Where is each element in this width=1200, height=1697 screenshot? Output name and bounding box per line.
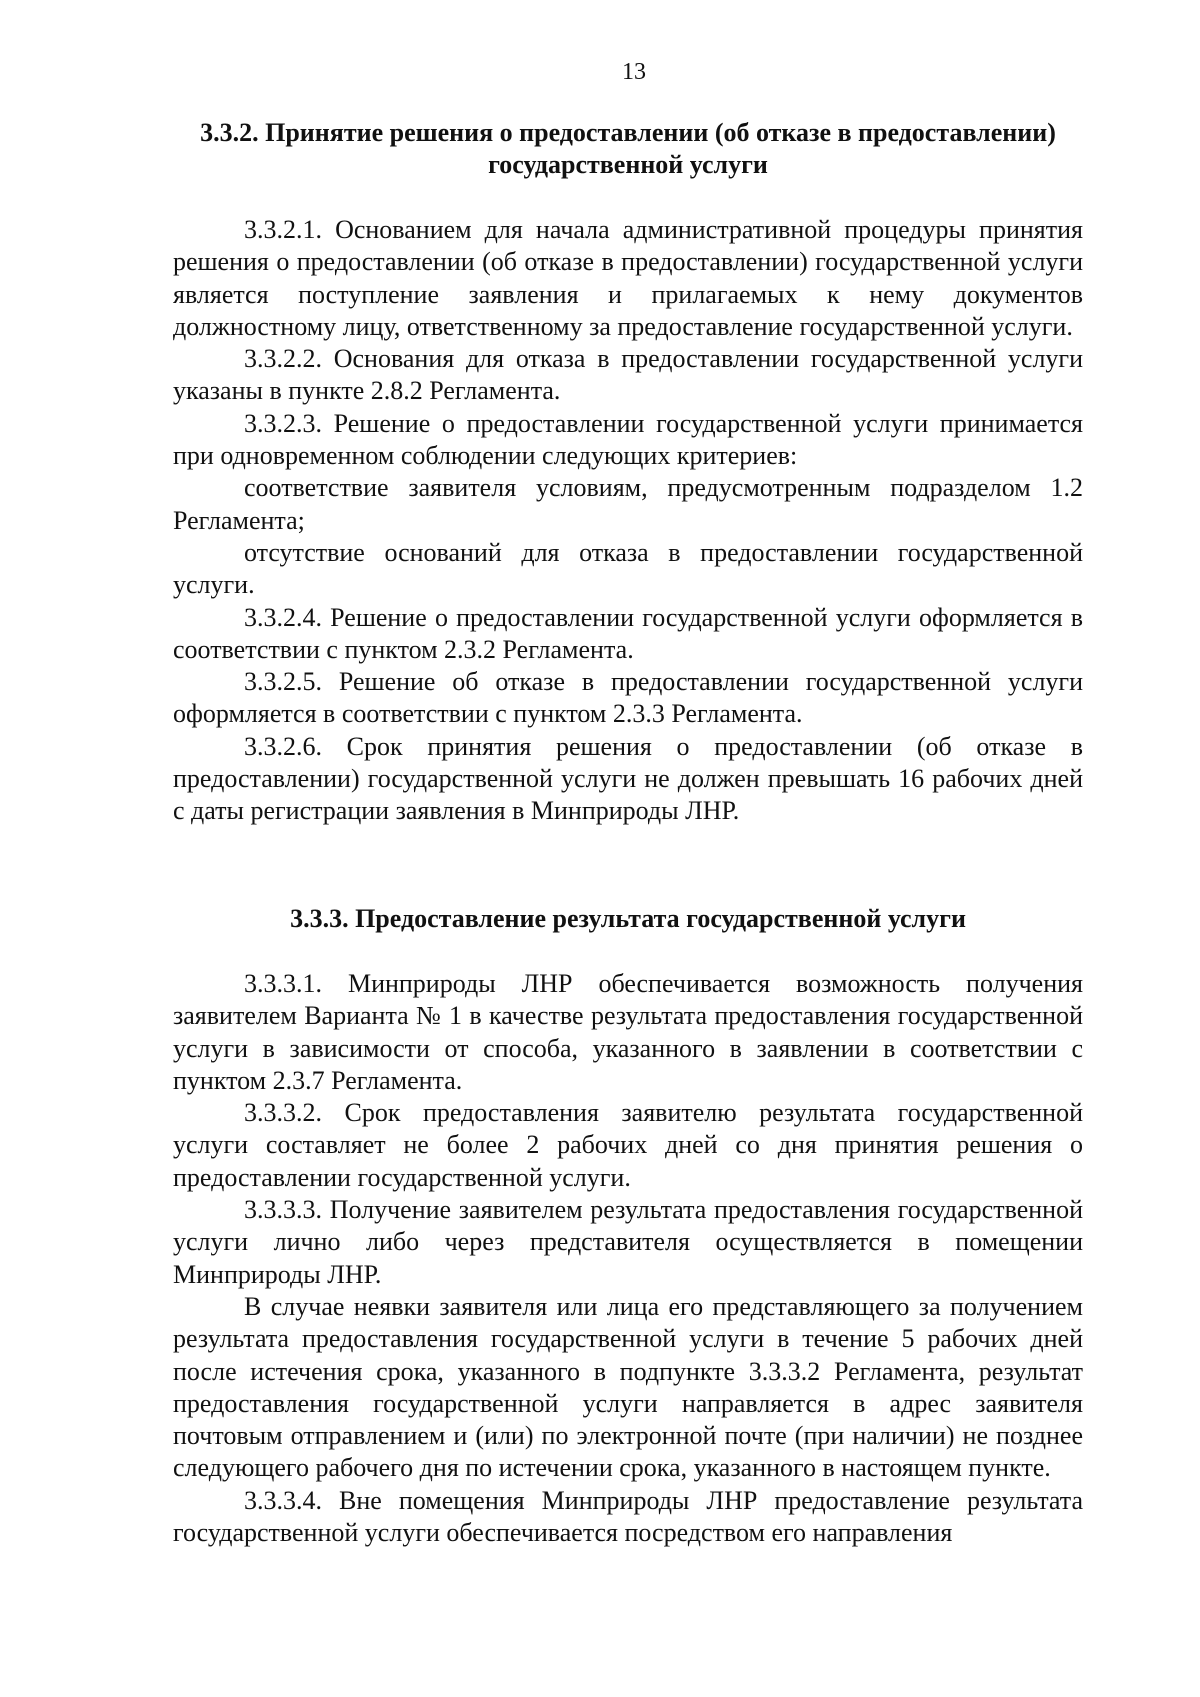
paragraph-3-3-3-4: 3.3.3.4. Вне помещения Минприроды ЛНР предоставление результата государственной услуги обеспечивается посредством его направления [173,1485,1083,1548]
page-number: 13 [622,59,646,85]
paragraph-3-3-3-2: 3.3.3.2. Срок предоставления заявителю результата государственной услуги составляет не более 2 рабочих дней со дня принятия решения о предоставлении государственной услуги. [173,1098,1083,1192]
section-body-3-3-2 [173,214,1083,828]
paragraph-3-3-2-6: 3.3.2.6. Срок принятия решения о предоставлении (об отказе в предоставлении) государственной услуги не должен превышать 16 рабочих дней с даты регистрации заявления в Минприроды ЛНР. [173,731,1083,826]
paragraph-3-3-3-1: 3.3.3.1. Минприроды ЛНР обеспечивается возможность получения заявителем Варианта № 1 в качестве результата предоставления государственной услуги в зависимости от способа, указанного в заявлении в соответствии с пунктом 2.3.7 Регламента. [173,969,1083,1095]
criterion-item-2: отсутствие оснований для отказа в предоставлении государственной услуги. [173,537,1083,600]
paragraph-3-3-3-3: 3.3.3.3. Получение заявителем результата предоставления государственной услуги лично либо через представителя осуществляется в помещении Минприроды ЛНР. [173,1195,1083,1289]
section-heading-3-3-2: 3.3.2. Принятие решения о предоставлении (об отказе в предоставлении) государственной услуги [200,118,1056,179]
paragraph-non-appearance: В случае неявки заявителя или лица его представляющего за получением результата предоставления государственной услуги в течение 5 рабочих дней после истечения срока, указанного в подпункте 3.3.3.2 Регламента, результат предоставления государственной услуги направляется в адрес заявителя почтовым отправлением и (или) по электронной почте (при наличии) не позднее следующего рабочего дня по истечении срока, указанного в настоящем пункте. [173,1291,1083,1483]
paragraph-3-3-2-5: 3.3.2.5. Решение об отказе в предоставлении государственной услуги оформляется в соответствии с пунктом 2.3.3 Регламента. [173,667,1083,729]
paragraph-3-3-2-1: 3.3.2.1. Основанием для начала административной процедуры принятия решения о предоставлении (об отказе в предоставлении) государственной услуги является поступление заявления и прилагаемых к нему документов должностному лицу, ответственному за предоставление государственной услуги. [173,215,1083,341]
paragraph-3-3-2-2: 3.3.2.2. Основания для отказа в предоставлении государственной услуги указаны в пункте 2.8.2 Регламента. [173,344,1083,406]
section-heading-3-3-3: 3.3.3. Предоставление результата государственной услуги [290,904,966,933]
paragraph-3-3-2-4: 3.3.2.4. Решение о предоставлении государственной услуги оформляется в соответствии с пунктом 2.3.2 Регламента. [173,602,1083,664]
criterion-item-1: соответствие заявителя условиям, предусмотренным подразделом 1.2 Регламента; [173,473,1083,535]
section-body-3-3-3 [173,968,1083,1549]
paragraph-3-3-2-3: 3.3.2.3. Решение о предоставлении государственной услуги принимается при одновременном соблюдении следующих критериев: [173,408,1083,471]
